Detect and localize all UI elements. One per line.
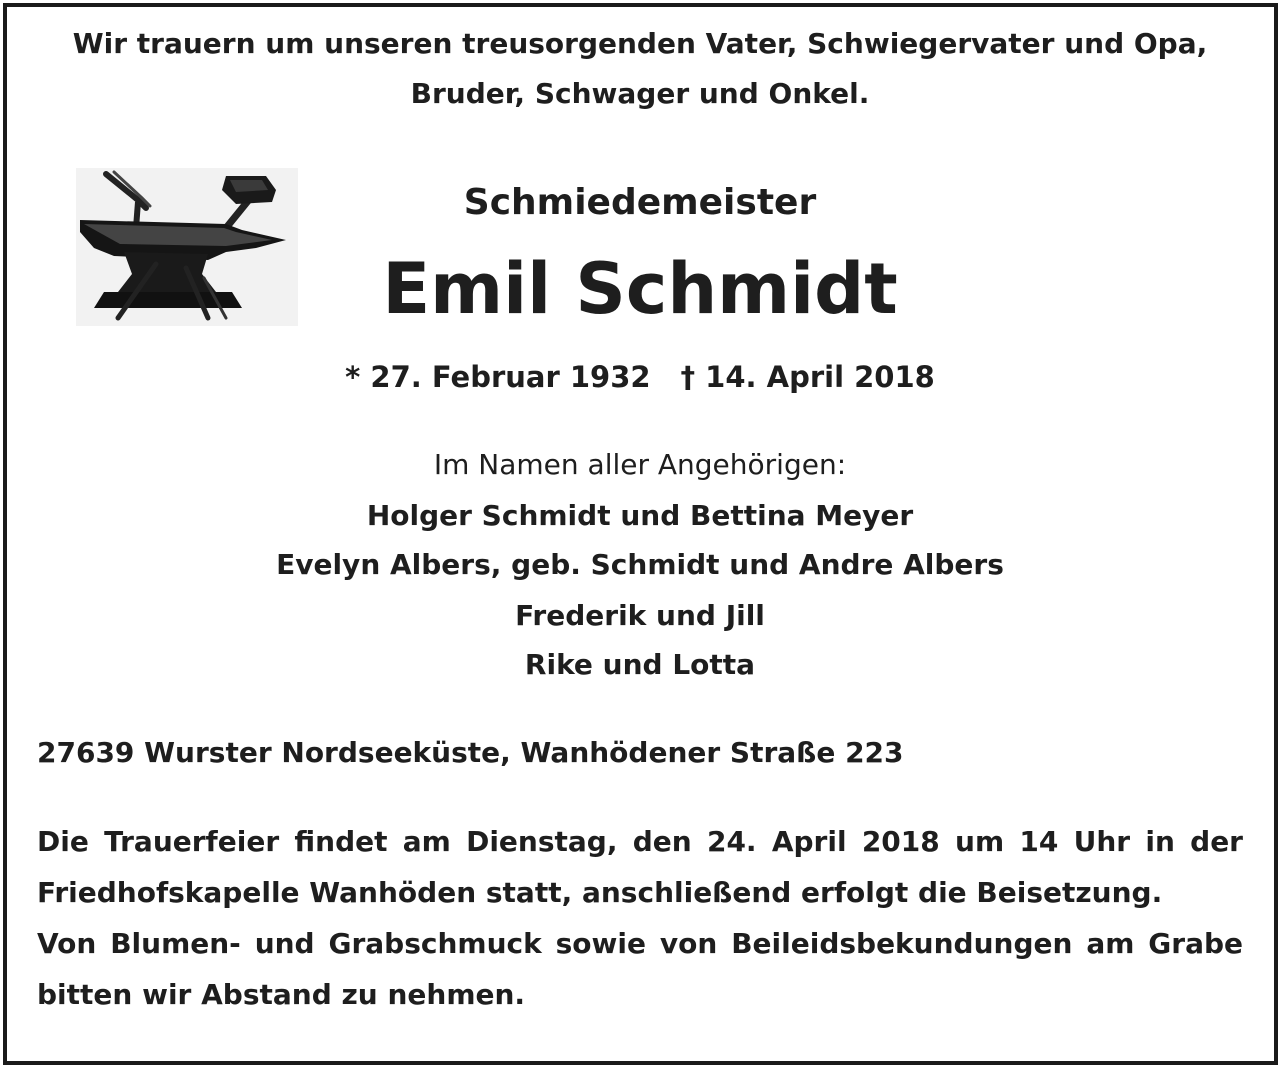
announcement-line: Von Blumen- und Grabschmuck sowie von Beileidsbekundungen am Grabe (37, 927, 1243, 960)
announcement-line: bitten wir Abstand zu nehmen. (37, 978, 526, 1011)
life-dates (0, 354, 1280, 400)
birth-date: * 27. Februar 1932 (345, 360, 651, 394)
intro-line-1: Wir trauern um unseren treusorgenden Vater, Schwiegervater und Opa, (72, 27, 1208, 60)
relative-names: Frederik und Jill (515, 599, 765, 632)
announcement-line: Die Trauerfeier findet am Dienstag, den 24. April 2018 um 14 Uhr in der (37, 825, 1243, 858)
intro-line-2: Bruder, Schwager und Onkel. (410, 77, 870, 110)
relatives-intro: Im Namen aller Angehörigen: (433, 448, 847, 481)
relative-names: Rike und Lotta (524, 648, 756, 681)
funeral-announcement (37, 816, 1243, 1020)
profession-title: Schmiedemeister (463, 182, 817, 223)
relative-names: Holger Schmidt und Bettina Meyer (366, 499, 914, 532)
deceased-name: Emil Schmidt (382, 248, 898, 330)
death-date: † 14. April 2018 (680, 360, 935, 394)
mourning-address: 27639 Wurster Nordseeküste, Wanhödener Straße 223 (37, 736, 904, 769)
announcement-line: Friedhofskapelle Wanhöden statt, anschließend erfolgt die Beisetzung. (37, 876, 1163, 909)
relative-names: Evelyn Albers, geb. Schmidt und Andre Albers (276, 548, 1004, 581)
